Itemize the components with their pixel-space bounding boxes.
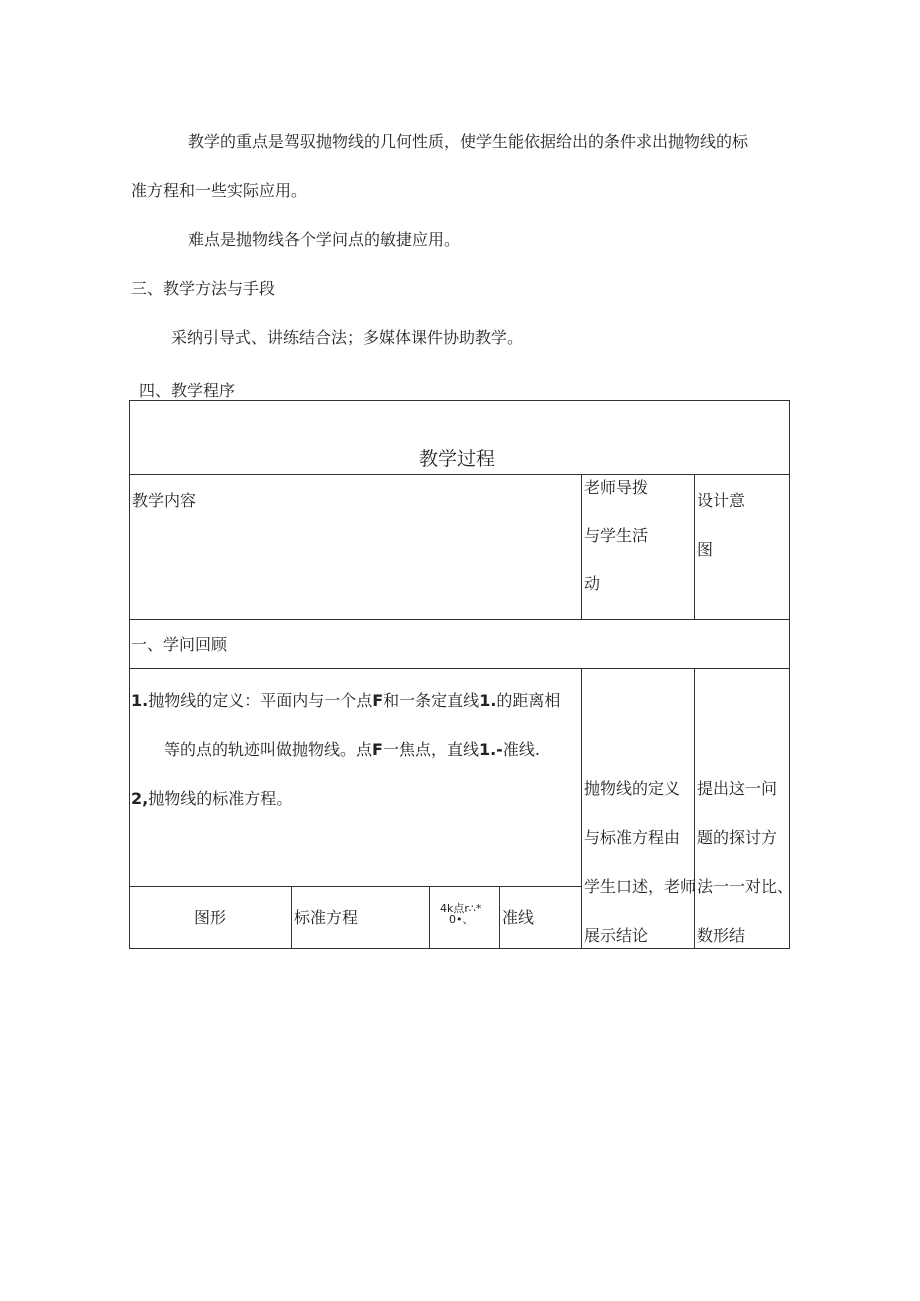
item1-line2-point-f: F <box>372 740 383 759</box>
table-divider-header-1 <box>581 474 582 619</box>
table-border-bottom <box>129 948 790 949</box>
item1-text-b: 和一条定直线 <box>383 691 480 710</box>
design-col-line4: 数形结 <box>697 926 746 945</box>
focus-paragraph-line2: 准方程和一些实际应用。 <box>131 181 308 200</box>
table-divider-body-1 <box>581 668 582 949</box>
design-col-line2: 题的探讨方 <box>697 828 778 847</box>
table-border-left <box>129 400 130 949</box>
design-col-line1: 提出这一问 <box>697 779 778 798</box>
item1-point-f: F <box>372 691 384 710</box>
table-border-header-bottom <box>129 619 790 620</box>
header-guide-line2: 与学生活 <box>584 526 649 545</box>
guide-col-line3: 学生口述，老师 <box>584 877 697 896</box>
table-divider-header-2 <box>694 474 695 619</box>
item1-line2-text-a: 等的点的轨迹叫做抛物线。点 <box>164 740 373 759</box>
guide-col-line1: 抛物线的定义 <box>584 779 681 798</box>
item1-line2 <box>164 739 540 761</box>
table-divider-body-2 <box>694 668 695 949</box>
table-divider-sub-3 <box>499 886 500 949</box>
header-guide-line1: 老师导拨 <box>584 478 649 497</box>
review-heading: 一、学问回顾 <box>131 635 228 654</box>
subheader-focus-bottom: 0•、 <box>449 913 474 926</box>
header-design-line2: 图 <box>697 540 714 559</box>
item2-number: 2, <box>131 789 149 808</box>
table-border-top <box>129 400 790 401</box>
section3-heading: 三、教学方法与手段 <box>131 279 276 298</box>
header-guide-line3: 动 <box>584 574 601 593</box>
guide-col-line2: 与标准方程由 <box>584 828 681 847</box>
item1-line2-text-b: 一焦点，直线 <box>382 740 479 759</box>
subheader-focus-top: 4k点r∴* <box>440 902 482 915</box>
difficulty-paragraph: 难点是抛物线各个学问点的敏捷应用。 <box>188 230 461 249</box>
subheader-equation: 标准方程 <box>294 908 359 927</box>
item1-text-c: 的距离相 <box>496 691 561 710</box>
item2-text: 抛物线的标准方程。 <box>148 789 293 808</box>
item2-line <box>131 788 292 810</box>
table-border-right <box>789 400 790 949</box>
header-content: 教学内容 <box>132 491 197 510</box>
table-border-title-bottom <box>129 474 790 475</box>
design-col-line3: 法一一对比、 <box>697 877 794 896</box>
table-title: 教学过程 <box>419 448 496 470</box>
header-design-line1: 设计意 <box>697 491 746 510</box>
item1-text-a: 抛物线的定义：平面内与一个点 <box>148 691 373 710</box>
subheader-directrix: 准线 <box>502 908 535 927</box>
section4-heading: 四、教学程序 <box>139 381 236 400</box>
table-border-subheader-top <box>129 886 582 887</box>
focus-paragraph-line1: 教学的重点是驾驭抛物线的几何性质，使学生能依据给出的条件求出抛物线的标 <box>188 132 749 151</box>
item1-line2-line-l: 1.- <box>478 740 503 759</box>
section3-body: 采纳引导式、讲练结合法；多媒体课件协助教学。 <box>171 328 524 347</box>
item1-line2-text-c: 准线. <box>502 740 540 759</box>
item1-line-l: 1. <box>479 691 497 710</box>
item1-line1 <box>131 690 560 712</box>
item1-number: 1. <box>131 691 149 710</box>
table-divider-sub-2 <box>429 886 430 949</box>
table-border-review-bottom <box>129 668 790 669</box>
guide-col-line4: 展示结论 <box>584 926 649 945</box>
subheader-shape: 图形 <box>194 908 227 927</box>
table-divider-sub-1 <box>291 886 292 949</box>
